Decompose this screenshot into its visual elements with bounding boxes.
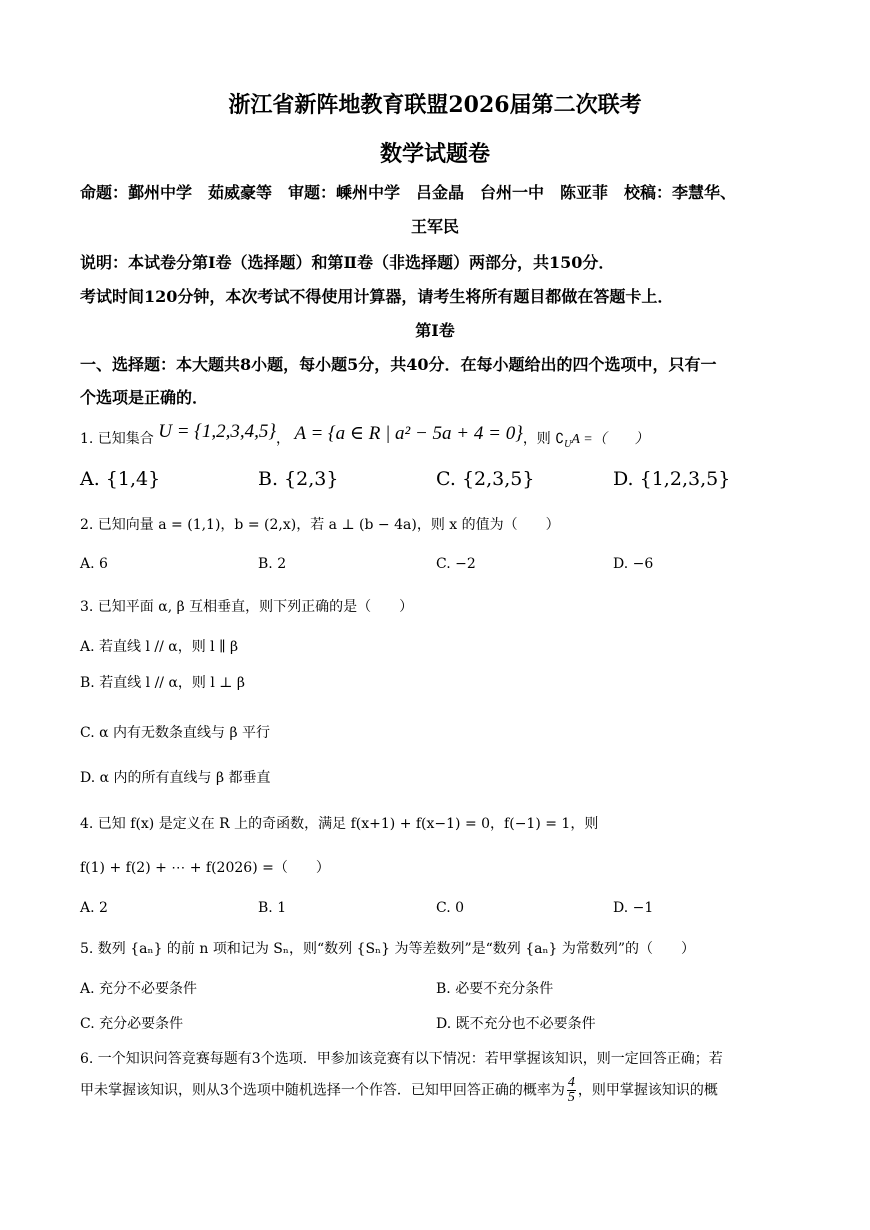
q2-option-c: C. −2 [436,556,476,572]
q3-option-c: C. α 内有无数条直线与 β 平行 [80,725,271,741]
q6-fraction-denominator: 5 [567,1090,575,1105]
question-4-line-1: 4. 已知 f(x) 是定义在 R 上的奇函数，满足 f(x+1) + f(x−1) = 0，f(−1) = 1，则 [80,816,599,832]
q4-option-c: C. 0 [436,900,465,916]
q5-option-b: B. 必要不充分条件 [436,981,554,997]
q2-option-b: B. 2 [258,556,287,572]
q1-tail: ，则 ∁ [522,431,565,447]
q5-option-d: D. 既不充分也不必要条件 [436,1016,596,1032]
q2-option-a: A. 6 [80,556,108,572]
q4-option-b: B. 1 [258,900,287,916]
q1-set-u: U = {1,2,3,4,5} [158,421,277,442]
q1-option-d: D. {1,2,3,5} [613,468,731,490]
q3-option-a: A. 若直线 l // α，则 l ∥ β [80,639,239,655]
q5-option-c: C. 充分必要条件 [80,1016,184,1032]
question-3: 3. 已知平面 α, β 互相垂直，则下列正确的是（ ） [80,599,414,615]
exam-subtitle: 数学试题卷 [379,141,490,167]
q5-option-a: A. 充分不必要条件 [80,981,198,997]
q2-option-d: D. −6 [613,556,654,572]
question-4-line-2: f(1) + f(2) + ⋯ + f(2026) =（ ） [80,860,330,876]
q1-prefix: 1. 已知集合 [80,431,154,447]
question-5: 5. 数列 {aₙ} 的前 n 项和记为 Sₙ，则“数列 {Sₙ} 为等差数列”是“数列 {aₙ} 为常数列”的（ ） [80,941,696,957]
q1-option-b: B. {2,3} [258,468,339,490]
question-1: 1. 已知集合 U = {1,2,3,4,5}， A = {a ∈ R | a² − 5a + 4 = 0}，则 $∁_UA$ =（ ） [80,421,649,450]
exam-title: 浙江省新阵地教育联盟2026届第二次联考 [228,92,642,118]
exam-note-2: 考试时间120分钟，本次考试不得使用计算器，请考生将所有题目都做在答题卡上． [80,287,674,306]
q1-option-a: A. {1,4} [80,468,161,490]
q3-option-b: B. 若直线 l // α，则 l ⊥ β [80,675,245,691]
exam-note-1: 说明：本试卷分第Ⅰ卷（选择题）和第Ⅱ卷（非选择题）两部分，共150分． [80,253,615,272]
question-6-line-2 [80,1076,718,1105]
q4-option-d: D. −1 [613,900,654,916]
q3-option-d: D. α 内的所有直线与 β 都垂直 [80,770,271,786]
section-heading-1: 一、选择题：本大题共8小题，每小题5分，共40分．在每小题给出的四个选项中，只有一 [80,355,717,374]
question-6-line-1: 6. 一个知识问答竞赛每题有3个选项．甲参加该竞赛有以下情况：若甲掌握该知识，则一定回答正确；若 [80,1051,723,1067]
q6-fraction-numerator: 4 [567,1075,575,1090]
part-heading: 第Ⅰ卷 [415,321,455,340]
section-heading-2: 个选项是正确的． [80,388,209,407]
q6-line-2a: 甲未掌握该知识，则从3个选项中随机选择一个作答．已知甲回答正确的概率为 [80,1082,565,1099]
q1-set-a: A = {a ∈ R | a² − 5a + 4 = 0} [294,423,523,444]
authors-line-1: 命题：鄞州中学 茹威豪等 审题：嵊州中学 吕金晶 台州一中 陈亚菲 校稿：李慧华、 [80,183,737,202]
authors-line-2: 王军民 [410,217,459,236]
q1-option-c: C. {2,3,5} [436,468,535,490]
q6-probability-fraction [567,1076,576,1105]
question-2: 2. 已知向量 a = (1,1)，b = (2,x)，若 a ⊥ (b − 4a)，则 x 的值为（ ） [80,517,560,533]
q4-option-a: A. 2 [80,900,108,916]
q1-tail-2: A =（ ） [571,432,649,447]
q6-line-2b: ，则甲掌握该知识的概 [577,1082,718,1099]
